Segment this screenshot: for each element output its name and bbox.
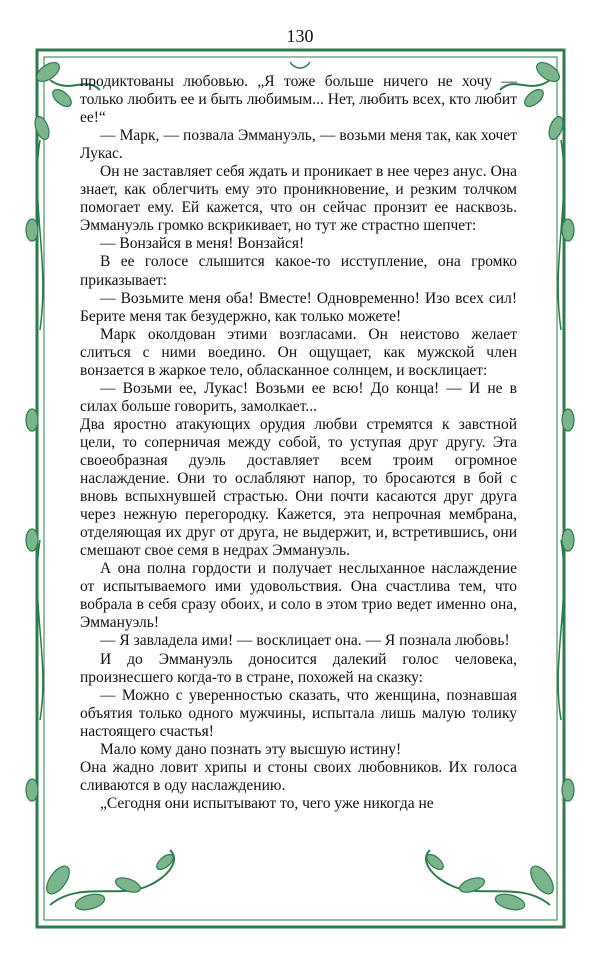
- paragraph: В ее голосе слышится какое-то исступление, она громко приказывает:: [80, 253, 517, 289]
- paragraph: Она жадно ловит хрипы и стоны своих любовников. Их голоса сливаются в оду наслаждению.: [80, 758, 517, 794]
- paragraph: — Марк, — позвала Эммануэль, — возьми меня так, как хочет Лукас.: [80, 127, 517, 163]
- paragraph: Мало кому дано познать эту высшую истину!: [100, 740, 402, 758]
- paragraph: — Возьми ее, Лукас! Возьми ее всю! До конца! — И не в силах больше говорить, замолкает...: [80, 379, 517, 415]
- paragraph: — Возьмите меня оба! Вместе! Одновременно! Изо всех сил! Берите меня так безудержно, как только можете!: [80, 289, 517, 325]
- leaf-icon: [74, 891, 107, 912]
- leaf-icon: [42, 862, 73, 897]
- bud-icon: [562, 409, 574, 431]
- bud-icon: [26, 409, 38, 431]
- paragraph: Он не заставляет себя ждать и проникает в нее через анус. Она знает, как облегчить ему это проникновение, и резким толчком помогает ему. Ей кажется, что он сейчас пронзит ее насквозь. Эммануэль громко вскрикивает, но тут же страстно шепчет:: [80, 163, 517, 235]
- paragraph: — Вонзайся в меня! Вонзайся!: [100, 235, 305, 253]
- paragraph: „Сегодня они испытывают то, чего уже никогда не: [100, 794, 434, 812]
- page-number: 130: [286, 26, 314, 46]
- bud-icon: [562, 779, 574, 801]
- paragraph: И до Эммануэль доносится далекий голос человека, произнесшего когда-то в стране, похожей на сказку:: [80, 650, 517, 686]
- paragraph: А она полна гордости и получает неслыханное наслаждение от испытываемого ими удовольствия. Она счастлива тем, что вобрала в себя сразу обоих, и соло в этом трио ведет именно она, Эммануэль!: [80, 560, 517, 632]
- leaf-icon: [494, 891, 527, 912]
- bud-icon: [562, 219, 574, 241]
- paragraph: продиктованы любовью. „Я тоже больше ничего не хочу — только любить ее и быть любимым... Нет, любить всех, кто любит ее!“: [80, 73, 517, 127]
- leaf-icon: [522, 86, 547, 109]
- bud-icon: [26, 779, 38, 801]
- bud-icon: [562, 529, 574, 551]
- leaf-icon: [526, 862, 557, 897]
- leaf-icon: [50, 86, 75, 109]
- paragraph: — Можно с уверенностью сказать, что женщина, познавшая объятия только одного мужчины, испытала лишь малую толику настоящего счастья!: [80, 686, 517, 740]
- leaf-icon: [32, 115, 51, 142]
- top-center-ornament: [290, 62, 310, 68]
- bud-icon: [26, 219, 38, 241]
- paragraph: — Я завладела ими! — восклицает она. — Я познала любовь!: [100, 632, 510, 650]
- text-column: [80, 73, 517, 813]
- paragraph: Два яростно атакующих орудия любви стремятся к завстной цели, то соперничая между собой, то уступая друг другу. Эта своеобразная дуэль доставляет всем троим огромное наслаждение. Они то ослабляют напор, то бросаются в бой с вновь вспыхнувшей страстью. Они почти касаются друг друга через нежную перегородку. Кажется, эта непрочная мембрана, отделяющая их друг от друга, не выдержит, и, встретившись, они смешают свое семя в недрах Эммануэль.: [80, 415, 517, 560]
- paragraph: Марк околдован этими возгласами. Он неистово желает слиться с ними воедино. Он ощущает, как мужской член вонзается в жаркое тело, обласканное солнцем, и восклицает:: [80, 325, 517, 379]
- bud-icon: [26, 529, 38, 551]
